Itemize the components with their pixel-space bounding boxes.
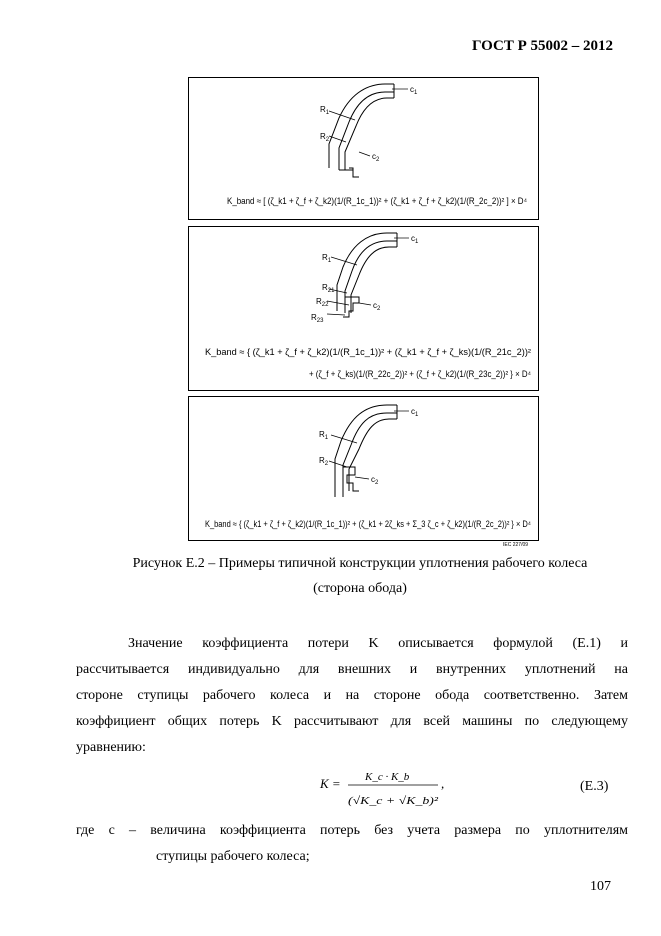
svg-text:c1: $c_1$ — [411, 234, 419, 245]
seal-drawing-2 — [189, 227, 538, 390]
svg-text:c2: $c_2$ — [373, 301, 381, 312]
svg-text:R22: $R_{22}$ — [316, 297, 329, 308]
formula-1: K_band ≈ [ (ζ_k1 + ζ_f + ζ_k2)(1/(R_1c_1))² + (ζ_k1 + ζ_f + ζ_k2)(1/(R_2c_2))² ] × D⁴ — [227, 196, 528, 206]
svg-text:c2: $c_2$ — [371, 475, 379, 486]
where-line: ступицы рабочего колеса; — [156, 849, 310, 864]
svg-text:(√K_c + √K_b)²: (√K_c + √K_b)² — [348, 795, 439, 807]
figure-panel-2 — [188, 226, 539, 391]
svg-text:R23: $R_{23}$ — [311, 313, 324, 324]
equation-graphic — [320, 764, 450, 814]
svg-text:,: , — [441, 776, 445, 791]
svg-text:c1: $c_1$ — [411, 407, 419, 418]
formula-2-line-1: K_band ≈ { (ζ_k1 + ζ_f + ζ_k2)(1/(R_1c_1))² + (ζ_k1 + ζ_f + ζ_ks)(1/(R_21c_2))² — [205, 347, 531, 357]
figure-caption-continued: (сторона обода) — [313, 581, 407, 596]
document-header: ГОСТ Р 55002 – 2012 — [471, 38, 613, 54]
seal-drawing-3 — [189, 397, 538, 540]
paragraph-line: коэффициент общих потерь K рассчитывают для всей машины по следующему — [76, 714, 628, 729]
equation-number: (Е.3) — [580, 779, 609, 794]
body-paragraph — [76, 631, 628, 761]
seal-drawing-1 — [189, 78, 538, 219]
svg-text:R1: $R_1$ — [322, 253, 332, 264]
formula-2-line-2: + (ζ_f + ζ_ks)(1/(R_22c_2))² + (ζ_f + ζ_k2)(1/(R_23c_2))² } × D⁴ — [309, 369, 532, 379]
equation-e3 — [320, 764, 450, 818]
figure-panel-3 — [188, 396, 539, 541]
svg-text:R1: $R_1$ — [319, 430, 329, 441]
page-number: 107 — [590, 879, 611, 894]
where-clause — [76, 818, 628, 870]
svg-text:K_c · K_b: K_c · K_b — [365, 771, 410, 783]
svg-text:R2: $R_2$ — [320, 132, 330, 143]
svg-text:R21: $R_{21}$ — [322, 283, 335, 294]
figure-panel-1 — [188, 77, 539, 220]
iec-reference: IEC 227/09 — [503, 542, 529, 548]
svg-text:c1: $c_1$ — [410, 85, 418, 96]
paragraph-line: уравнению: — [76, 740, 146, 755]
svg-text:K =: K = — [320, 776, 341, 791]
svg-text:R2: $R_2$ — [319, 456, 329, 467]
paragraph-line: рассчитывается индивидуально для внешних и внутренних уплотнений на — [76, 662, 628, 677]
formula-3: K_band ≈ { (ζ_k1 + ζ_f + ζ_k2)(1/(R_1c_1))² + (ζ_k1 + 2ζ_ks + Σ_3 ζ_c + ζ_k2)(1/(R_2c_2))² } × D⁴ — [205, 519, 532, 529]
paragraph-line: Значение коэффициента потери K описывается формулой (Е.1) и — [128, 636, 628, 651]
paragraph-line: стороне ступицы рабочего колеса и на стороне обода соответственно. Затем — [76, 688, 628, 703]
where-line: где c – величина коэффициента потерь без учета размера по уплотнителям — [76, 823, 628, 838]
svg-text:R1: $R_1$ — [320, 105, 330, 116]
figure-caption: Рисунок Е.2 – Примеры типичной конструкции уплотнения рабочего колеса — [132, 556, 588, 571]
svg-text:c2: $c_2$ — [372, 152, 380, 163]
